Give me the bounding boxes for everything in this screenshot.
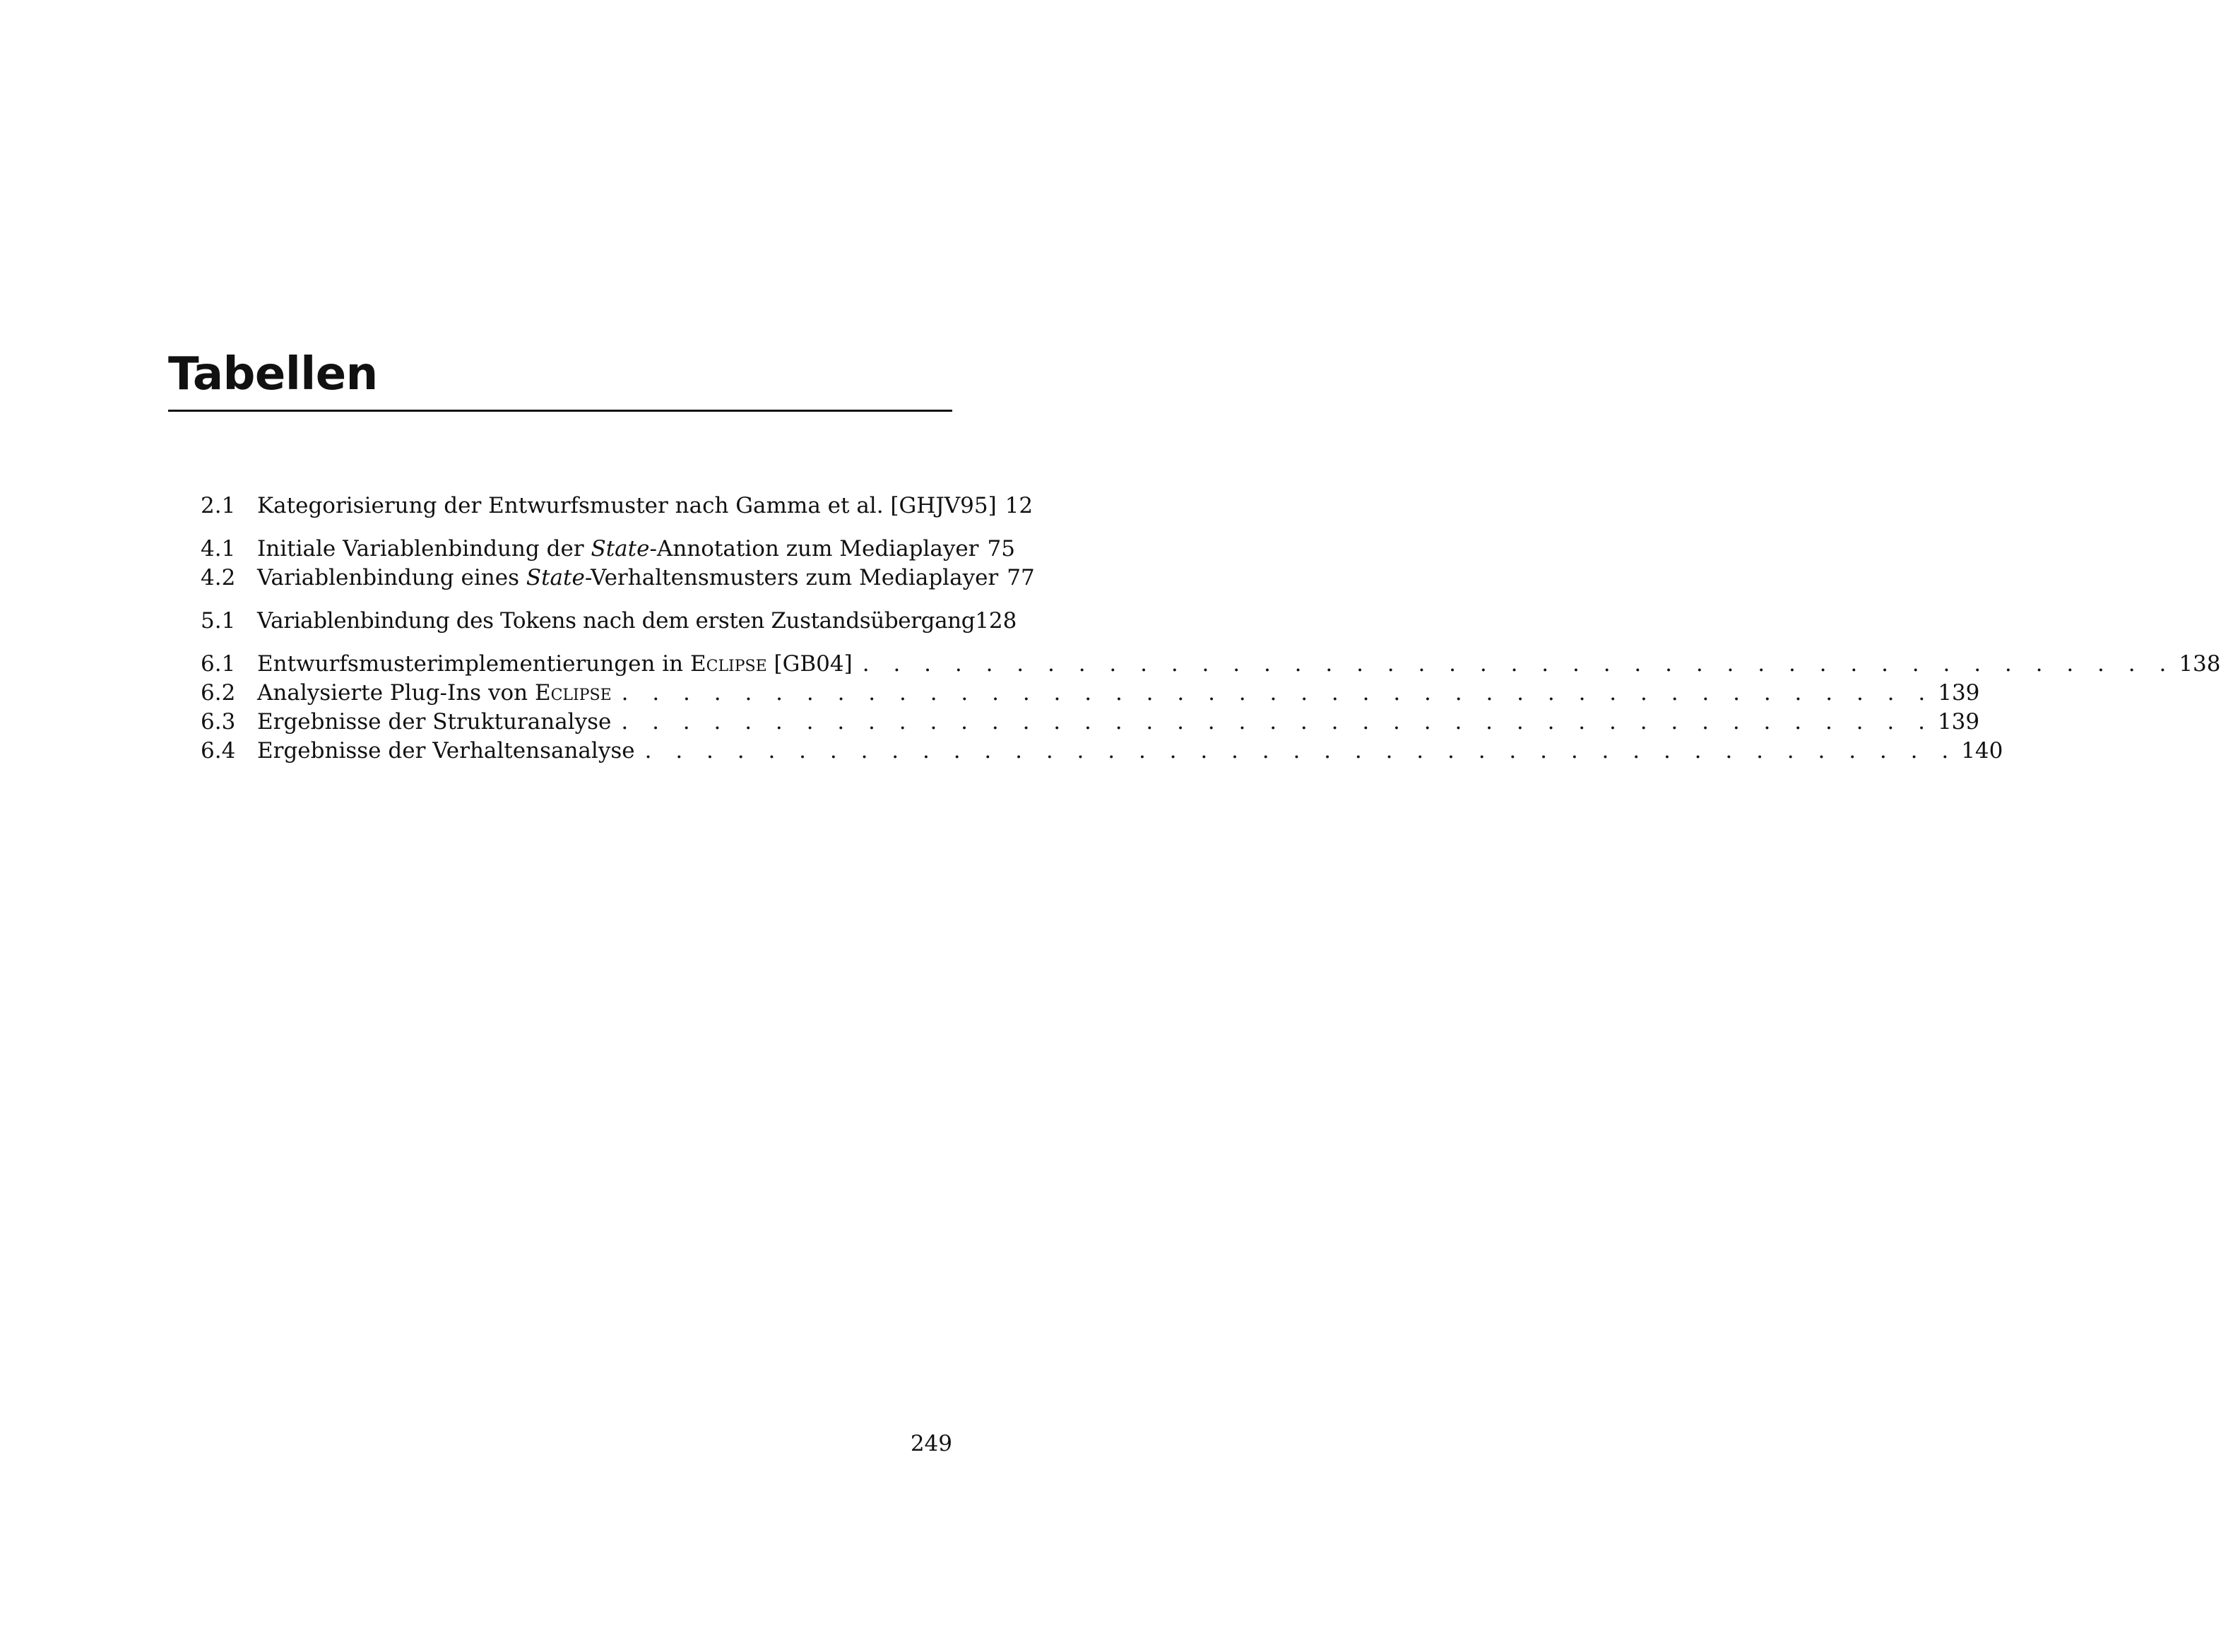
lot-entry-title: Ergebnisse der Strukturanalyse [257,709,612,735]
lot-entry-leader: . . . . . . . . . . . . . . . . . . . . . . . . . . . . . . . . . . . . . . . . . . . [621,680,1934,706]
lot-entry-6-3[interactable] [201,708,1980,737]
page-title: Tabellen [168,348,378,400]
lot-entry-title [257,679,612,708]
lot-group-chapter-5 [201,607,1017,636]
lot-group-chapter-4 [201,535,1035,593]
lot-entry-number: 5.1 [201,608,236,634]
lot-entry-6-2[interactable] [201,679,1980,708]
lot-entry-5-1[interactable] [201,607,1017,636]
lot-entry-title: Ergebnisse der Verhaltensanalyse [257,738,635,763]
lot-entry-page: 139 [1937,709,1980,735]
title-rule [168,410,952,412]
lot-entry-title-smallcaps: Eclipse [534,680,612,706]
lot-entry-leader: . . . . . . . . . . . . . . . . . . . . . . . . . . . . . . . . . . . . . . . . . . . [644,738,1958,763]
lot-entry-number: 6.1 [201,651,236,677]
lot-entry-title: Kategorisierung der Entwurfsmuster nach Gamma et al. [GHJV95] [257,493,997,518]
lot-entry-page: 140 [1961,738,2003,763]
lot-entry-page: 139 [1938,680,1980,706]
lot-entry-title-after: -Verhaltensmusters zum Mediaplayer [584,565,999,590]
lot-entry-leader: . . . . . . . . . . . . . . . . . . . . . . . . . . . . . . . . . . . . . . . . . . . [621,709,1933,735]
list-of-tables [201,492,2221,780]
lot-entry-title [257,564,998,593]
lot-entry-title: Variablenbindung des Tokens nach dem ersten Zustandsübergang [257,608,976,634]
lot-entry-page: 128 [975,608,1017,634]
lot-entry-title-before: Initiale Variablenbindung der [257,536,591,561]
lot-entry-title-after: -Annotation zum Mediaplayer [649,536,979,561]
lot-entry-title-before: Entwurfsmusterimplementierungen in [257,651,690,677]
lot-entry-number: 4.2 [201,565,236,590]
page-number: 249 [910,1431,952,1456]
lot-entry-leader: . . . . . . . . . . . . . . . . . . . . . . . . . . . . . . . . . . . . . . . . . . . [862,651,2175,677]
lot-entry-title [257,535,979,564]
lot-entry-4-2[interactable] [201,564,1035,593]
lot-entry-number: 2.1 [201,493,236,518]
lot-group-chapter-6 [201,650,2221,766]
lot-group-chapter-2 [201,492,1033,521]
lot-entry-2-1[interactable] [201,492,1033,521]
lot-entry-6-1[interactable] [201,650,2221,679]
lot-entry-number: 6.4 [201,738,236,763]
lot-entry-title-smallcaps: Eclipse [689,651,767,677]
lot-entry-title [257,650,853,679]
lot-entry-page: 138 [2179,651,2221,677]
lot-entry-4-1[interactable] [201,535,1015,564]
lot-entry-title-after: [GB04] [766,651,853,677]
lot-entry-number: 6.2 [201,680,236,706]
lot-entry-6-4[interactable] [201,737,2003,766]
lot-entry-title-before: Analysierte Plug-Ins von [257,680,535,706]
lot-entry-number: 6.3 [201,709,236,735]
lot-entry-page: 75 [987,536,1015,561]
lot-entry-number: 4.1 [201,536,236,561]
lot-entry-page: 12 [1005,493,1033,518]
lot-entry-title-before: Variablenbindung eines [257,565,526,590]
lot-entry-page: 77 [1007,565,1035,590]
lot-entry-title-italic: State [591,536,650,561]
lot-entry-title-italic: State [526,565,585,590]
